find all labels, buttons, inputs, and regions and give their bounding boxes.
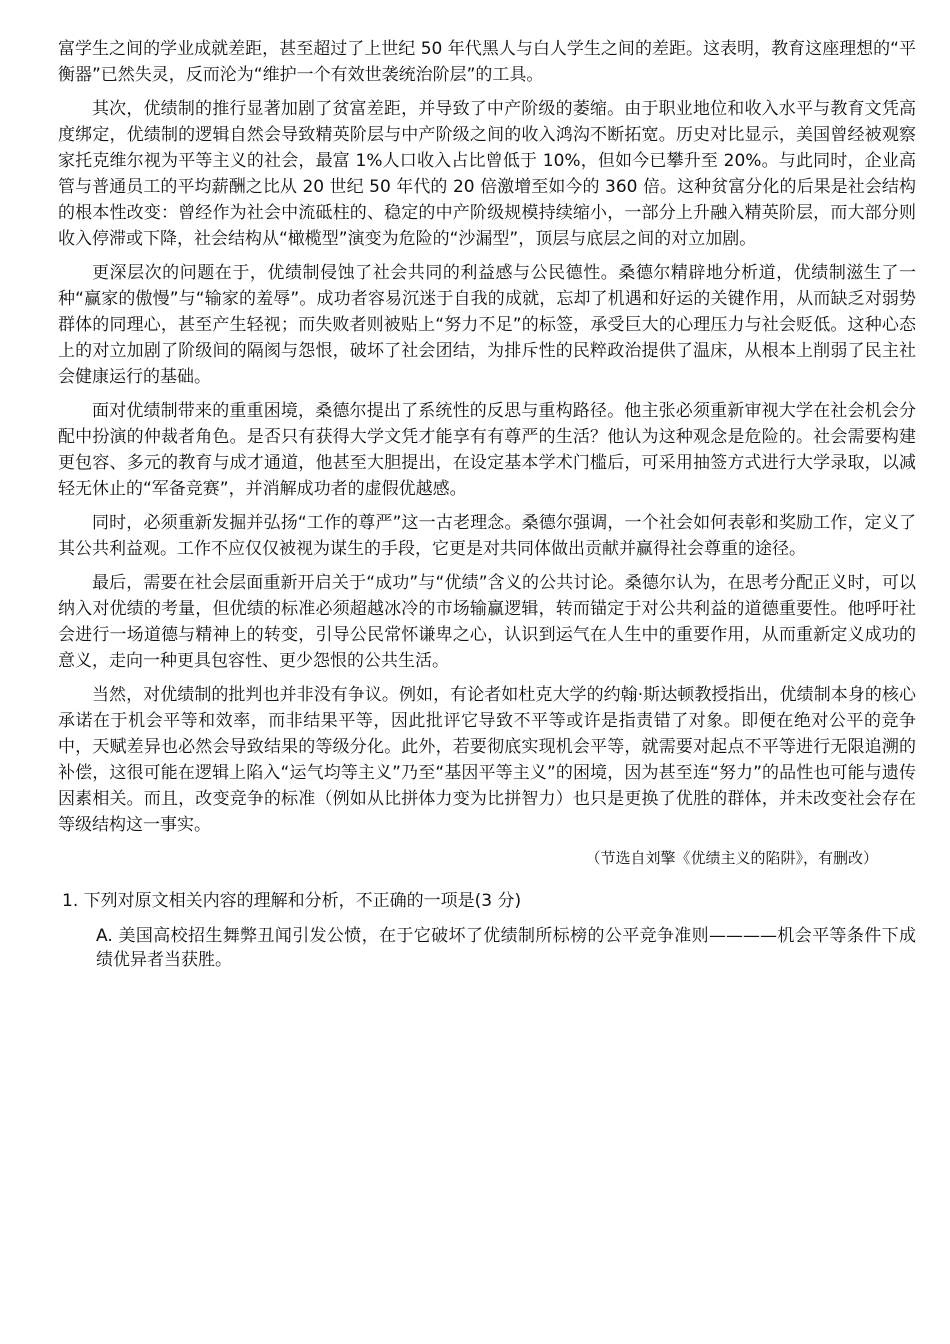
question-option-a: A. 美国高校招生舞弊丑闻引发公愤，在于它破坏了优绩制所标榜的公平竞争准则————机会平等条件下成绩优异者当获胜。 [96, 926, 916, 970]
article-paragraph-1: 富学生之间的学业成就差距，甚至超过了上世纪 50 年代黑人与白人学生之间的差距。这表明，教育这座理想的“平衡器”已然失灵，反而沦为“维护一个有效世袭统治阶层”的工具。 [58, 39, 916, 85]
article-paragraph-6: 最后，需要在社会层面重新开启关于“成功”与“优绩”含义的公共讨论。桑德尔认为，在思考分配正义时，可以纳入对优绩的考量，但优绩的标准必须超越冰冷的市场输赢逻辑，转而锚定于对公共利益的道德重要性。他呼吁社会进行一场道德与精神上的转变，引导公民常怀谦卑之心，认识到运气在人生中的重要作用，从而重新定义成功的意义，走向一种更具包容性、更少怨恨的公共生活。 [58, 573, 916, 671]
article-paragraph-4: 面对优绩制带来的重重困境，桑德尔提出了系统性的反思与重构路径。他主张必须重新审视大学在社会机会分配中扮演的仲裁者角色。是否只有获得大学文凭才能享有有尊严的生活？他认为这种观念是危险的。社会需要构建更包容、多元的教育与成才通道，他甚至大胆提出，在设定基本学术门槛后，可采用抽签方式进行大学录取，以减轻无休止的“军备竞赛”，并消解成功者的虚假优越感。 [58, 401, 916, 499]
article-paragraph-7: 当然，对优绩制的批判也并非没有争议。例如，有论者如杜克大学的约翰·斯达顿教授指出，优绩制本身的核心承诺在于机会平等和效率，而非结果平等，因此批评它导致不平等或许是指责错了对象。即便在绝对公平的竞争中，天赋差异也必然会导致结果的等级分化。此外，若要彻底实现机会平等，就需要对起点不平等进行无限追溯的补偿，这很可能在逻辑上陷入“运气均等主义”乃至“基因平等主义”的困境，因为甚至连“努力”的品性也可能与遗传因素相关。而且，改变竞争的标准（例如从比拼体力变为比拼智力）也只是更换了优胜的群体，并未改变社会存在等级结构这一事实。 [58, 685, 916, 835]
document-page [58, 36, 916, 972]
article-paragraph-2: 其次，优绩制的推行显著加剧了贫富差距，并导致了中产阶级的萎缩。由于职业地位和收入水平与教育文凭高度绑定，优绩制的逻辑自然会导致精英阶层与中产阶级之间的收入鸿沟不断拓宽。历史对比显示，美国曾经被观察家托克维尔视为平等主义的社会，最富 1%人口收入占比曾低于 10%，但如今已攀升至 20%。与此同时，企业高管与普通员工的平均薪酬之比从 20 世纪 50 年代的 20 倍激增至如今的 360 倍。这种贫富分化的后果是社会结构的根本性改变：曾经作为社会中流砥柱的、稳定的中产阶级规模持续缩小，一部分上升融入精英阶层，而大部分则收入停滞或下降，社会结构从“橄榄型”演变为危险的“沙漏型”，顶层与底层之间的对立加剧。 [58, 99, 916, 249]
question-stem: 1. 下列对原文相关内容的理解和分析，不正确的一项是(3 分) [62, 891, 522, 911]
article-paragraph-5: 同时，必须重新发掘并弘扬“工作的尊严”这一古老理念。桑德尔强调，一个社会如何表彰和奖励工作，定义了其公共利益观。工作不应仅仅被视为谋生的手段，它更是对共同体做出贡献并赢得社会尊重的途径。 [58, 513, 916, 559]
article-source: （节选自刘擎《优绩主义的陷阱》，有删改） [585, 849, 878, 867]
article-paragraph-3: 更深层次的问题在于，优绩制侵蚀了社会共同的利益感与公民德性。桑德尔精辟地分析道，优绩制滋生了一种“赢家的傲慢”与“输家的羞辱”。成功者容易沉迷于自我的成就，忘却了机遇和好运的关键作用，从而缺乏对弱势群体的同理心，甚至产生轻视；而失败者则被贴上“努力不足”的标签，承受巨大的心理压力与社会贬低。这种心态上的对立加剧了阶级间的隔阂与怨恨，破坏了社会团结，为排斥性的民粹政治提供了温床，从根本上削弱了民主社会健康运行的基础。 [58, 263, 916, 387]
